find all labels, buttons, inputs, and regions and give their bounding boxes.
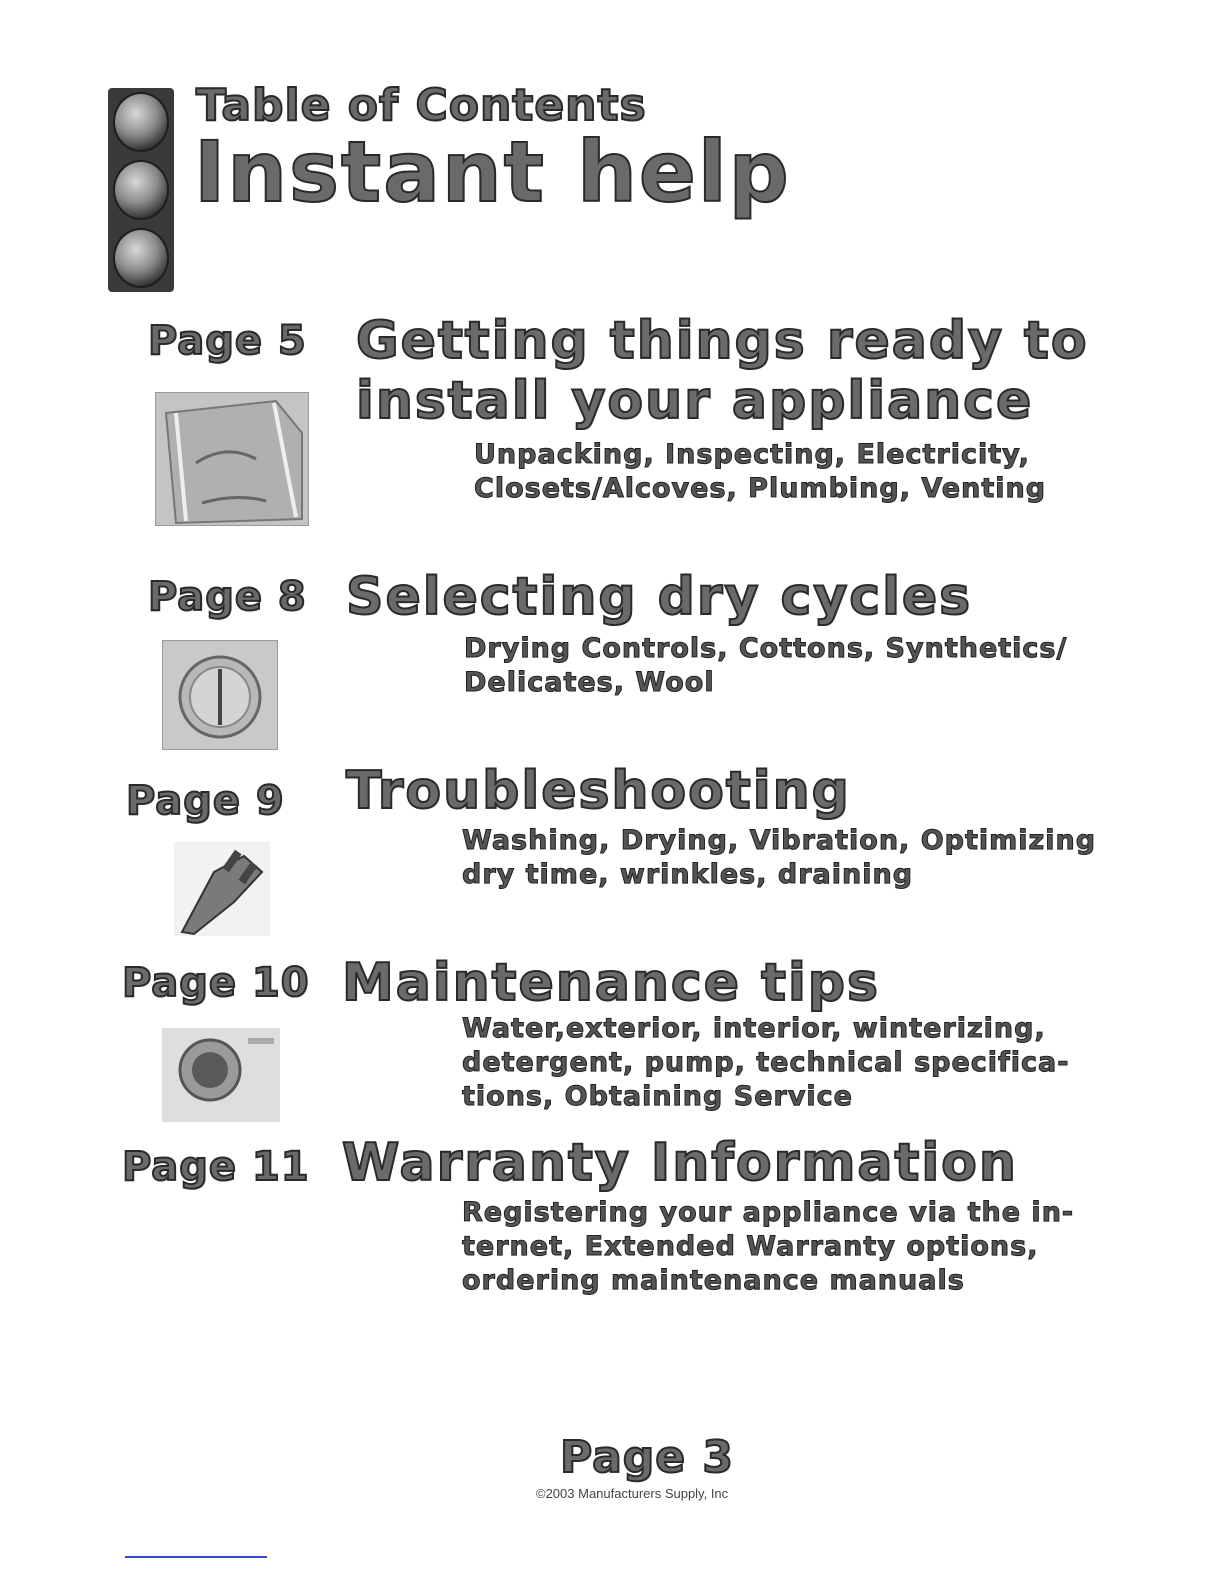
section-description-line: Drying Controls, Cottons, Synthetics/ [464,633,1068,664]
power-plug-photo-icon [174,842,270,936]
section-description [464,632,1067,700]
section-title [342,1134,1018,1194]
section-title [356,312,1089,432]
section-title-line: Selecting dry cycles [346,567,973,627]
section-title-line: Troubleshooting [346,761,851,821]
section-title [342,954,880,1014]
section-page-label: Page 5 [148,318,307,364]
dryer-dial-photo-icon [162,640,278,750]
washer-door-photo-icon [162,1028,280,1122]
section-description-line: Delicates, Wool [464,667,715,698]
section-description-line: Registering your appliance via the in- [462,1197,1075,1228]
traffic-light-lamp-top [113,92,169,152]
toc-title: Table of Contents [196,80,647,131]
section-description-line: dry time, wrinkles, draining [462,859,914,890]
bottom-rule-divider [125,1556,267,1558]
section-description-line: tions, Obtaining Service [462,1081,853,1112]
appliance-box-photo-icon [155,392,309,526]
section-description [462,1196,1074,1298]
section-description-line: Washing, Drying, Vibration, Optimizing [462,825,1097,856]
section-description [474,438,1046,506]
section-page-label: Page 10 [122,960,310,1006]
section-title [346,568,972,628]
section-title-line: install your appliance [356,370,1034,431]
main-title: Instant help [194,123,791,221]
section-title [346,762,851,822]
section-title-line: Maintenance tips [342,953,880,1013]
copyright-notice: ©2003 Manufacturers Supply, Inc [536,1486,729,1501]
section-page-label: Page 11 [122,1144,310,1190]
section-description [462,1012,1069,1114]
section-description-line: Unpacking, Inspecting, Electricity, [474,439,1030,470]
section-page-label: Page 8 [148,574,307,620]
section-description-line: Water,exterior, interior, winterizing, [462,1013,1046,1044]
section-title-line: Getting things ready to [356,311,1089,371]
traffic-light-lamp-middle [113,160,169,220]
section-title-line: Warranty Information [342,1133,1018,1193]
section-page-label: Page 9 [126,778,285,824]
traffic-light-lamp-bottom [113,228,169,288]
section-description-line: ternet, Extended Warranty options, [462,1231,1039,1262]
section-description-line: Closets/Alcoves, Plumbing, Venting [474,473,1047,504]
traffic-light-icon [108,88,174,292]
section-description-line: detergent, pump, technical specifica- [462,1047,1070,1078]
footer-page-number: Page 3 [560,1432,735,1483]
section-description-line: ordering maintenance manuals [462,1265,965,1296]
section-description [462,824,1096,892]
